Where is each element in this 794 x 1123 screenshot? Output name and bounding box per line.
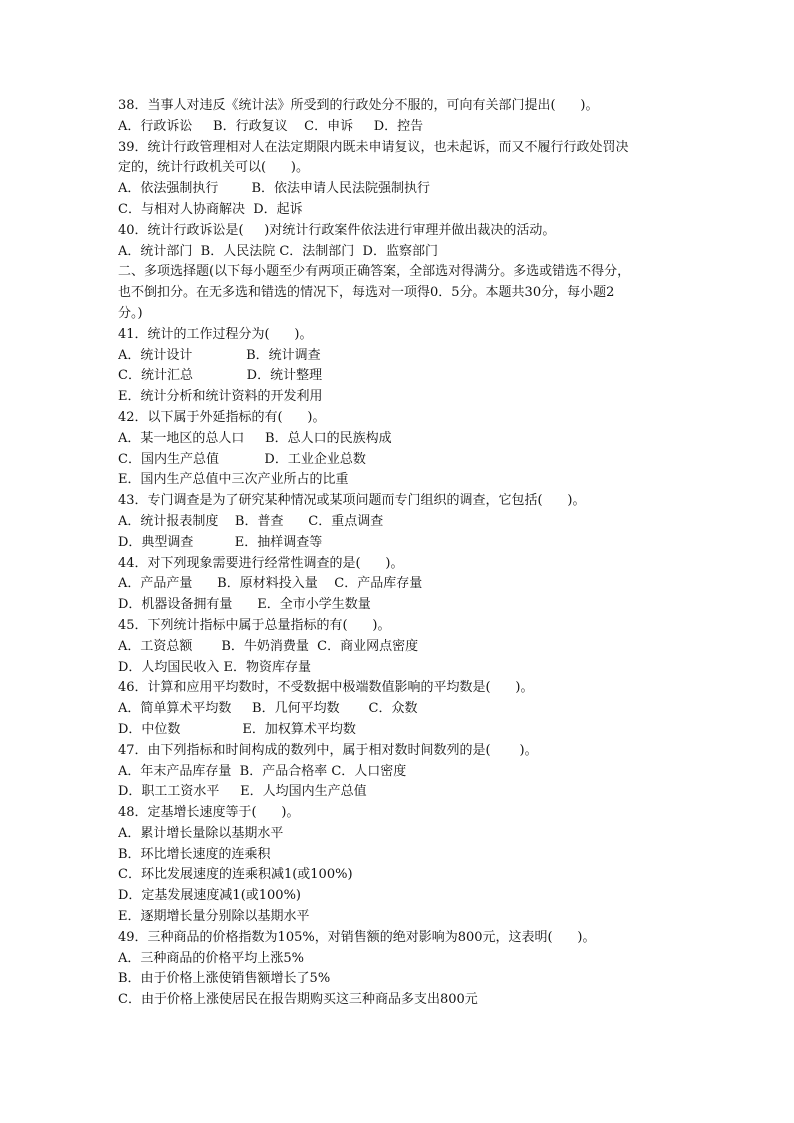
text-line: D．定基发展速度减1(或100%) [118,888,302,904]
text-line: B．环比增长速度的连乘积 [118,846,271,862]
text-line: C．由于价格上涨使居民在报告期购买这三种商品多支出800元 [118,992,478,1008]
text-line: 41．统计的工作过程分为( )。 [118,326,313,342]
text-line: A．简单算术平均数 B．几何平均数 C．众数 [118,701,418,717]
text-line: B．由于价格上涨使销售额增长了5% [118,971,331,987]
text-line: C．与相对人协商解决 D．起诉 [118,201,303,217]
text-line: 40．统计行政诉讼是( )对统计行政案件依法进行审理并做出裁决的活动。 [118,222,556,238]
text-line: A．工资总额 B．牛奶消费量 C．商业网点密度 [118,638,419,654]
text-line: 39．统计行政管理相对人在法定期限内既未申请复议，也未起诉，而又不履行行政处罚决 [118,139,629,155]
text-line: A．三种商品的价格平均上涨5% [118,950,305,966]
text-line: A．行政诉讼 B．行政复议 C．申诉 D．控告 [118,118,424,134]
text-line: 48．定基增长速度等于( )。 [118,805,300,821]
text-line: A．统计报表制度 B．普查 C．重点调查 [118,513,384,529]
text-line: 47．由下列指标和时间构成的数列中，属于相对数时间数列的是( )。 [118,742,538,758]
text-line: 42．以下属于外延指标的有( )。 [118,409,326,425]
text-line: 44．对下列现象需要进行经常性调查的是( )。 [118,555,404,571]
text-line: A．年末产品库存量 B．产品合格率 C．人口密度 [118,763,407,779]
text-line: 45．下列统计指标中属于总量指标的有( )。 [118,617,391,633]
text-line: E．统计分析和统计资料的开发利用 [118,389,323,405]
text-line: A．某一地区的总人口 B．总人口的民族构成 [118,430,392,446]
text-line: D．中位数 E．加权算术平均数 [118,721,356,737]
text-line: A．依法强制执行 B．依法申请人民法院强制执行 [118,181,431,197]
text-line: 二、多项选择题(以下每小题至少有两项正确答案，全部选对得满分。多选或错选不得分， [118,264,631,280]
text-line: 49．三种商品的价格指数为105%，对销售额的绝对影响为800元，这表明( )。 [118,929,596,945]
text-line: A．统计部门 B．人民法院 C．法制部门 D．监察部门 [118,243,438,259]
text-line: 43．专门调查是为了研究某种情况或某项问题而专门组织的调查，它包括( )。 [118,493,586,509]
text-line: A．统计设计 B．统计调查 [118,347,321,363]
text-line: 38．当事人对违反《统计法》所受到的行政处分不服的，可向有关部门提出( )。 [118,98,599,113]
text-line: 定的，统计行政机关可以( )。 [118,160,309,176]
text-line: E．逐期增长量分别除以基期水平 [118,909,310,925]
text-line: D．人均国民收入 E．物资库存量 [118,659,312,675]
text-line: 46．计算和应用平均数时，不受数据中极端数值影响的平均数是( )。 [118,680,534,696]
text-line: C．国内生产总值 D．工业企业总数 [118,451,366,467]
text-line: 分。) [118,305,143,321]
text-line: E．国内生产总值中三次产业所占的比重 [118,472,349,488]
text-line: A．产品产量 B．原材料投入量 C．产品库存量 [118,576,423,592]
text-line: C．统计汇总 D．统计整理 [118,368,323,384]
text-line: D．机器设备拥有量 E．全市小学生数量 [118,597,371,613]
document-page [118,96,678,1011]
text-line: D．典型调查 E．抽样调查等 [118,534,323,550]
text-line: 也不倒扣分。在无多选和错选的情况下，每选对一项得0．5分。本题共30分，每小题2 [118,285,615,301]
text-line: C．环比发展速度的连乘积减1(或100%) [118,867,353,883]
text-line: D．职工工资水平 E．人均国内生产总值 [118,784,367,800]
text-line: A．累计增长量除以基期水平 [118,825,284,841]
